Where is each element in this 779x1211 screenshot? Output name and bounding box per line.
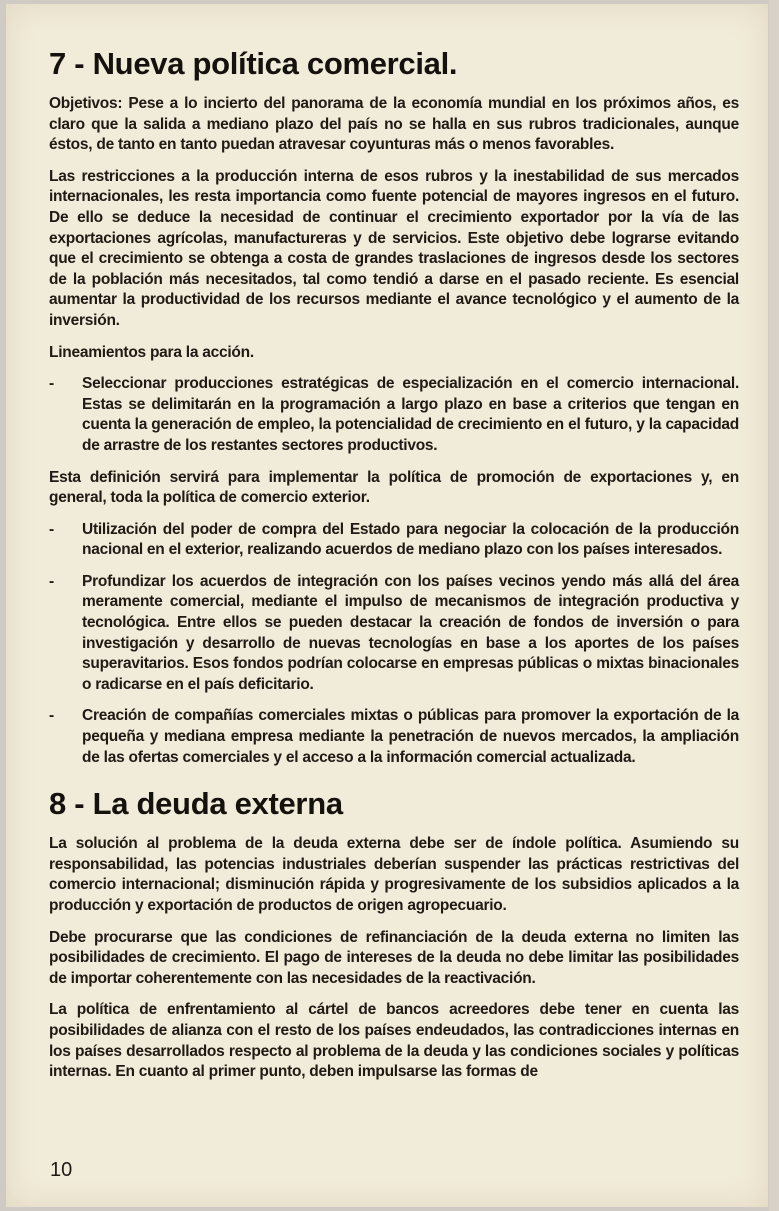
paragraph-deuda-3: La política de enfrentamiento al cártel de bancos acreedores debe tener en cuenta las posibilidades de alianza con el resto de los países endeudados, las contradicciones internas en los países desarrollados respecto al problema de la deuda y las condiciones sociales y políticas internas. En cuanto al primer punto, deben impulsarse las formas de: [49, 1001, 739, 1081]
page-content: [49, 44, 739, 1094]
bullet-dash: -: [49, 707, 54, 725]
page-number: 10: [50, 1159, 73, 1181]
paragraph-deuda-2: Debe procurarse que las condiciones de refinanciación de la deuda externa no limiten las posibilidades de crecimiento. El pago de intereses de la deuda no debe limitar las posibilidades de importar coherentemente con las necesidades de la reactivación.: [49, 928, 739, 987]
bullet-dash: -: [49, 572, 54, 590]
section-7-heading: 7 - Nueva política comercial.: [49, 46, 458, 81]
section-deuda-externa: [49, 784, 739, 1083]
list-item: [49, 520, 739, 561]
lineamientos-list-1: [49, 374, 739, 456]
lineamientos-list-2: [49, 520, 739, 769]
list-item-text: Creación de compañías comerciales mixtas o públicas para promover la exportación de la pequeña y mediana empresa mediante la penetración de nuevos mercados, la ampliación de las ofertas comerciales y el acceso a la información comercial actualizada.: [82, 707, 739, 766]
paragraph-definicion: Esta definición servirá para implementar la política de promoción de exportaciones y, en general, toda la política de comercio exterior.: [49, 468, 739, 507]
list-item-text: Utilización del poder de compra del Estado para negociar la colocación de la producción nacional en el exterior, realizando acuerdos de mediano plazo con los países interesados.: [82, 520, 739, 559]
section-8-heading: 8 - La deuda externa: [49, 786, 343, 822]
list-item: [49, 374, 739, 456]
list-item-text: Profundizar los acuerdos de integración con los países vecinos yendo más allá del área meramente comercial, mediante el impulso de mecanismos de integración productiva y tecnológica. Entre ellos se pueden destacar la creación de fondos de inversión o para investigación y desarrollo de nuevas tecnologías en base a los aportes de los países superavitarios. Esos fondos podrían colocarse en empresas públicas o mixtas binacionales o radicarse en el país deficitario.: [82, 572, 739, 693]
paragraph-deuda-1: La solución al problema de la deuda externa debe ser de índole política. Asumiendo su responsabilidad, las potencias industriales deberían suspender las prácticas restrictivas del comercio internacional; disminución rápida y progresivamente de los subsidios aplicados a la producción y exportación de productos de origen agropecuario.: [49, 835, 739, 914]
paragraph-restricciones: Las restricciones a la producción interna de esos rubros y la inestabilidad de sus mercados internacionales, les resta importancia como fuente potencial de mayores ingresos en el futuro. De ello se deduce la necesidad de continuar el crecimiento exportador por la vía de las exportaciones agrícolas, manufactureras y de servicios. Este objetivo debe lograrse evitando que el crecimiento se obtenga a costa de grandes traslaciones de ingresos desde los sectores de la población más necesitados, tal como tendió a darse en el pasado reciente. Es esencial aumentar la productividad de los recursos mediante el avance tecnológico y el aumento de la inversión.: [49, 167, 739, 329]
list-item: [49, 706, 739, 768]
bullet-dash: -: [49, 520, 54, 538]
list-item-text: Seleccionar producciones estratégicas de especialización en el comercio internacional. Estas se delimitarán en la programación a largo plazo en base a criterios que tengan en cuenta la generación de empleo, la potencialidad de crecimiento en el futuro, y la capacidad de arrastre de los restantes sectores productivos.: [82, 375, 739, 454]
document-page: [6, 4, 768, 1207]
bullet-dash: -: [49, 375, 54, 393]
lineamientos-title: Lineamientos para la acción.: [49, 343, 254, 361]
paragraph-objetivos: Objetivos: Pese a lo incierto del panorama de la economía mundial en los próximos años, es claro que la salida a mediano plazo del país no se halla en sus rubros tradicionales, aunque éstos, de tanto en tanto puedan atravesar coyunturas más o menos favorables.: [49, 95, 739, 154]
section-nueva-politica-comercial: [49, 44, 739, 768]
list-item: [49, 572, 739, 696]
page-edge: [769, 0, 779, 1211]
